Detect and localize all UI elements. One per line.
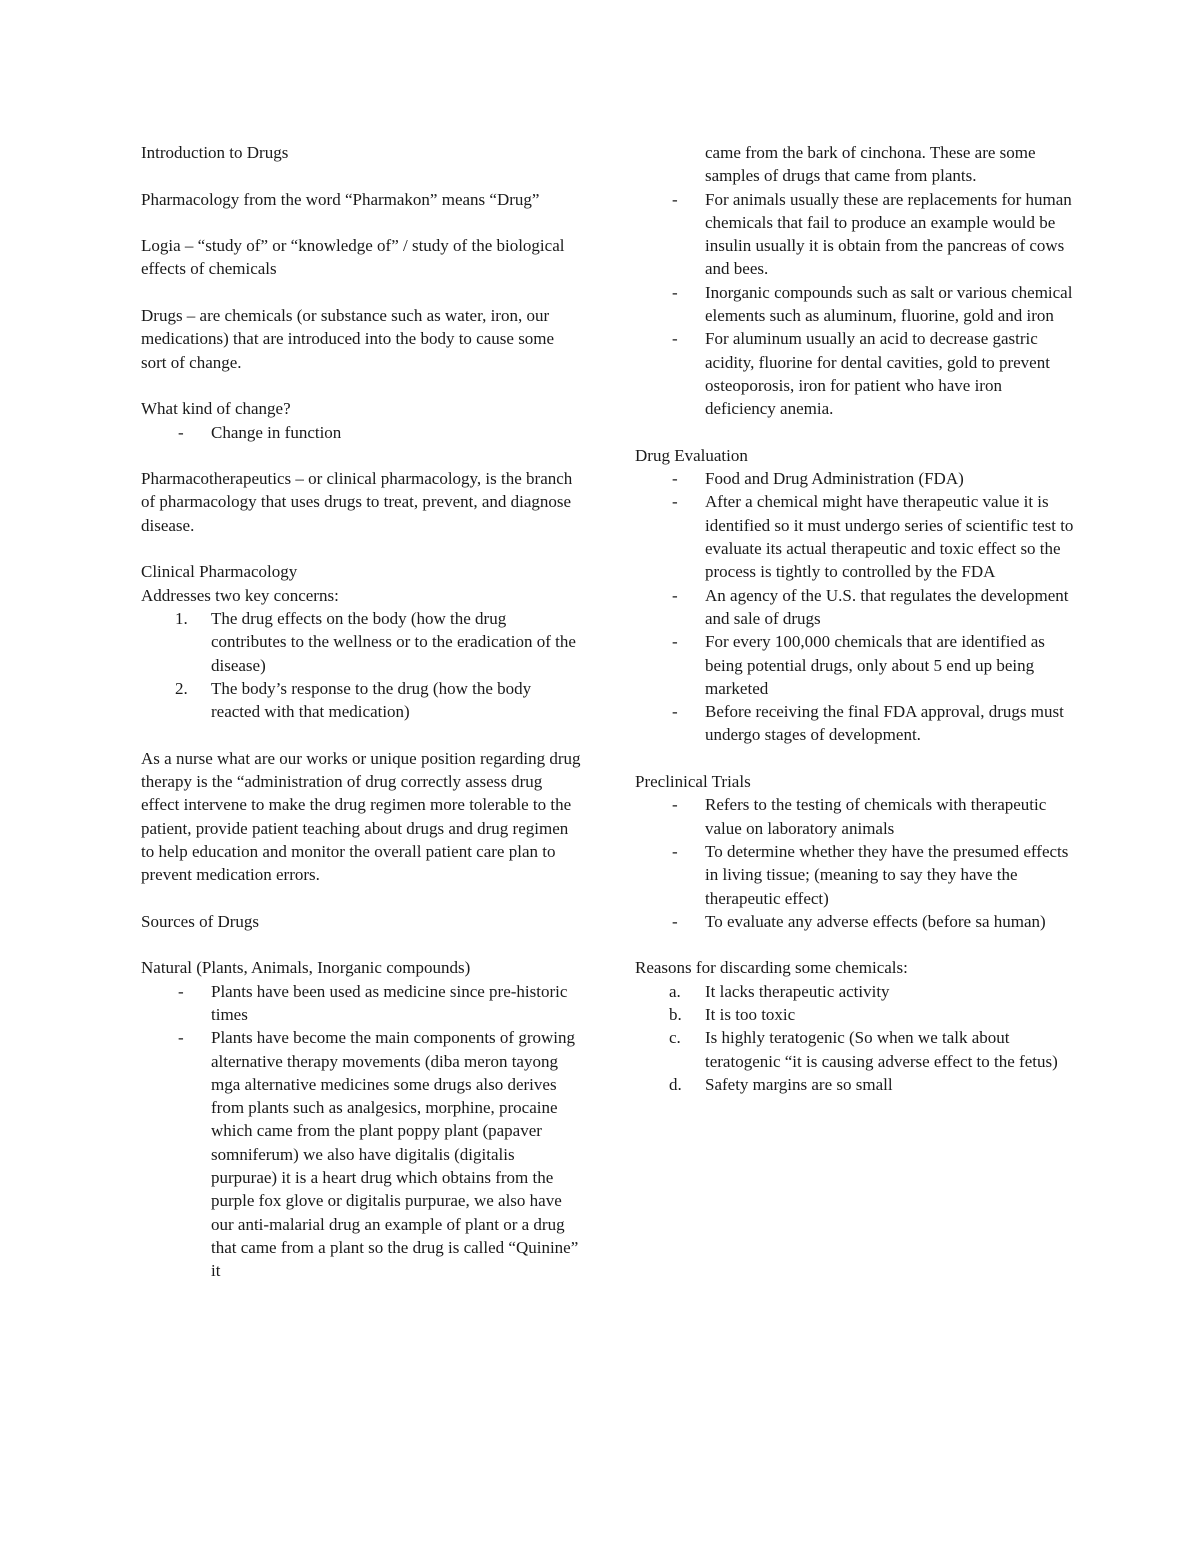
list-item: - Refers to the testing of chemicals with therapeutic value on laboratory animals — [635, 793, 1075, 840]
change-list — [141, 421, 581, 444]
list-item: - For every 100,000 chemicals that are identified as being potential drugs, only about 5 end up being marketed — [635, 630, 1075, 700]
preclinical-heading: Preclinical Trials — [635, 772, 751, 792]
list-marker: a. — [669, 981, 681, 1001]
list-item-text: It is too toxic — [705, 1004, 796, 1024]
pharmacology-definition: Pharmacology from the word “Pharmakon” means “Drug” — [141, 189, 540, 209]
evaluation-heading: Drug Evaluation — [635, 445, 748, 465]
list-item-text: The drug effects on the body (how the drug contributes to the wellness or to the eradication of the disease) — [211, 608, 576, 675]
list-item-text: It lacks therapeutic activity — [705, 981, 890, 1001]
list-item: - Plants have been used as medicine since pre-historic times — [141, 980, 581, 1027]
list-item — [141, 607, 581, 677]
preclinical-list — [635, 793, 1075, 933]
list-item: - Plants have become the main components of growing alternative therapy movements (diba meron tayong mga alternative medicines some drugs also derives from plants such as analgesics, morphine, procaine which came from the plant poppy plant (papaver somniferum) we also have digitalis (digitalis purpurae) it is a heart drug which obtains from the purple fox glove or digitalis purpurae, we also have our anti-malarial drug an example of plant or a drug that came from a plant so the drug is called “Quinine” it — [141, 1026, 581, 1282]
list-item: - An agency of the U.S. that regulates the development and sale of drugs — [635, 584, 1075, 631]
list-item: - Change in function — [141, 421, 581, 444]
evaluation-list — [635, 467, 1075, 747]
list-item: - To determine whether they have the presumed effects in living tissue; (meaning to say they have the therapeutic effect) — [635, 840, 1075, 910]
list-item: - Inorganic compounds such as salt or various chemical elements such as aluminum, fluorine, gold and iron — [635, 281, 1075, 328]
list-item-text: Is highly teratogenic (So when we talk about teratogenic “it is causing adverse effect to the fetus) — [705, 1028, 1058, 1071]
continuation-text: came from the bark of cinchona. These are some samples of drugs that came from plants. — [705, 143, 1036, 186]
list-item — [635, 1003, 1075, 1026]
drugs-definition: Drugs – are chemicals (or substance such as water, iron, our medications) that are introduced into the body to cause some sort of change. — [141, 306, 555, 372]
list-marker: d. — [669, 1074, 682, 1094]
natural-list-continued — [635, 188, 1075, 421]
list-marker: c. — [669, 1028, 681, 1048]
list-marker: b. — [669, 1004, 682, 1024]
list-item: - Food and Drug Administration (FDA) — [635, 467, 1075, 490]
list-item: - Before receiving the final FDA approval, drugs must undergo stages of development. — [635, 700, 1075, 747]
list-item — [141, 677, 581, 724]
left-column — [141, 141, 581, 1283]
list-marker: 1. — [175, 608, 188, 628]
list-item-text: The body’s response to the drug (how the body reacted with that medication) — [211, 678, 532, 722]
list-item-text: Safety margins are so small — [705, 1074, 893, 1094]
logia-definition: Logia – “study of” or “knowledge of” / study of the biological effects of chemicals — [141, 236, 565, 279]
list-item — [635, 1073, 1075, 1096]
change-question: What kind of change? — [141, 399, 291, 419]
list-item: - After a chemical might have therapeutic value it is identified so it must undergo series of scientific test to evaluate its actual therapeutic and toxic effect so the process is tightly to controlled by the FDA — [635, 490, 1075, 583]
natural-heading: Natural (Plants, Animals, Inorganic compounds) — [141, 958, 471, 978]
nurse-paragraph: As a nurse what are our works or unique position regarding drug therapy is the “administration of drug correctly assess drug effect intervene to make the drug regimen more tolerable to the patient, provide patient teaching about drugs and drug regimen to help education and monitor the overall patient care plan to prevent medication errors. — [141, 748, 581, 885]
right-column — [635, 141, 1075, 1096]
pharmacotherapeutics-definition: Pharmacotherapeutics – or clinical pharmacology, is the branch of pharmacology that uses drugs to treat, prevent, and diagnose disease. — [141, 469, 573, 535]
clinical-heading: Clinical Pharmacology — [141, 562, 298, 582]
list-item: - For aluminum usually an acid to decrease gastric acidity, fluorine for dental cavities, gold to prevent osteoporosis, iron for patient who have iron deficiency anemia. — [635, 327, 1075, 420]
list-item: - For animals usually these are replacements for human chemicals that fail to produce an example would be insulin usually it is obtain from the pancreas of cows and bees. — [635, 188, 1075, 281]
list-item — [635, 980, 1075, 1003]
list-marker: 2. — [175, 678, 188, 698]
reasons-list — [635, 980, 1075, 1096]
list-item: - To evaluate any adverse effects (before sa human) — [635, 910, 1075, 933]
sources-heading: Sources of Drugs — [141, 911, 260, 931]
natural-list — [141, 980, 581, 1283]
clinical-list — [141, 607, 581, 723]
page-title: Introduction to Drugs — [141, 143, 289, 162]
list-item — [635, 1026, 1075, 1073]
reasons-heading: Reasons for discarding some chemicals: — [635, 958, 908, 978]
clinical-subheading: Addresses two key concerns: — [141, 585, 339, 605]
